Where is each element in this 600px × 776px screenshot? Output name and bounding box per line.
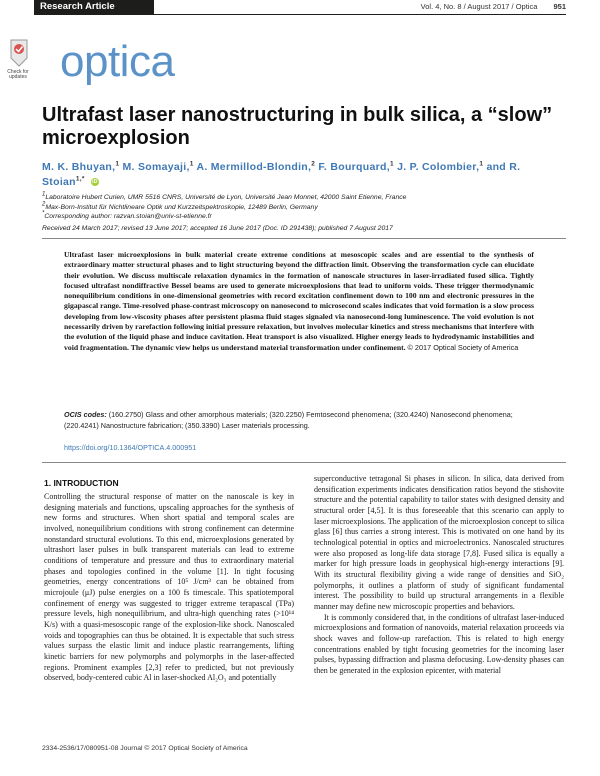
ocis-list: (160.2750) Glass and other amorphous materials; (320.2250) Femtosecond phenomena; (320.4240) Nanosecond phenomena; (220.4241) Nanostructure fabrication; (350.3390) Laser materials processing. [64,410,513,430]
section-heading: 1. INTRODUCTION [44,478,119,488]
ocis-codes [64,410,534,431]
author[interactable]: F. Bourquard,$^1$ [318,160,394,173]
paragraph: superconductive tetragonal Si phases in silicon. In silica, data derived from densification experiments indicates densification ratios beyond the stishovite structure and the potential capability to tailor states with designed density and structural order [4,5]. It is thus foreseeable that this scenario can apply to laser microexplosions. The application of the microexplosion concept to silica glass [6] thus carries a strong interest. This is motivated on one hand by its technological potential in optics and microelectronics. Nanoscaled structures were also proposed as long-life data storage [7,8]. Fused silica is equally a marker for high pressure loads in geophysical high-energy interactions [9]. With its structural flexibility giving a wide range of densities and SiO₂ polymorphs, it outlines a platform of study of significant fundamental interest. The possibility to build up structural arrangements in a flexible manner may define new microscopic properties and behaviors. [314,474,565,611]
left-column [44,492,294,684]
copyright-notice: © 2017 Optical Society of America [407,342,519,352]
doi-link[interactable]: https://doi.org/10.1364/OPTICA.4.000951 [64,443,197,452]
check-for-updates-icon[interactable] [8,36,30,70]
paragraph: Controlling the structural response of matter on the nanoscale is key in designing materials and functions, upscaling approaches for the synthesis of new forms and structures. When short spatial and temporal scales are involved, nonequilibrium conditions with strong confinement can determine nonstandard structural evolutions. To this end, microexplosions generated by ultrashort laser pulses in bulk transparent materials can lead to extreme conditions of temperature and pressure and thus to extraordinary material phases and topologies confined in the volume [1]. In tight focusing geometries, energy concentrations of 10⁵ J/cm³ can be obtained from microjoule (μJ) pulse energies on a 100 fs timescale. This spatiotemporal confinement of energy was suggested to trigger extreme terapascal (TPa) pressure levels, high nonequilibrium, and ultra-high quenching rates (>10¹⁴ K/s) with a quasi-mesoscopic range of the explosion-like shock. Nanoscaled voids and topographies can thus be obtained. It is expectable that such stress values surpass the elastic limit and induce plastic rearrangements, lifting kinetic barriers for new polymorphs and polymorphs in the laser-affected regions. Prominent examples [2,3] refer to predicted, but not previously observed, body-centered cubic Al in laser-shocked Al₂O₃ and potentially [44,492,294,683]
right-column [314,474,564,676]
journal-info [421,2,566,11]
author[interactable]: A. Mermillod-Blondin,$^2$ [196,160,316,173]
affiliation: $^1$Laboratoire Hubert Curien, UMR 5516 CNRS, Université de Lyon, Université Jean Monnet, 42000 Saint Etienne, France [42,191,407,201]
footer-citation: 2334-2536/17/080951-08 Journal © 2017 Optical Society of America [42,745,248,752]
abstract [64,250,534,353]
publication-dates: Received 24 March 2017; revised 13 June 2017; accepted 16 June 2017 (Doc. ID 291438); published 7 August 2017 [42,225,393,232]
abstract-text: Ultrafast laser microexplosions in bulk material create extreme conditions at mesoscopic scales and are essential to the synthesis of extraordinary matter structural phases and to light structuring beyond the diffraction limit. Observing the transformation cycle can elucidate their evolution. We discuss multiscale relaxation dynamics in the formation of nanoscale structures in laser-irradiated fused silica. Tightly focused ultrafast nondiffractive Bessel beams are used to generate microexplosions that lead to uniform voids. These trigger thermodynamic nonequilibrium conditions in one-dimensional geometries with record excitation confinement down to 100 nm and electronic pressures in the gigapascal range. Time-resolved phase-contrast microscopy on nanosecond to microsecond scales indicates that void formation is a slow process developing from low-viscosity phases after persistent plasma fluid stages signaled via nanosecond-long luminescence. The void evolution is not necessarily driven by rarefaction following initial pressure relaxation, but involves molecular kinetics and stress mechanisms that interfere with the evolution of the liquid phase and induce cavitation. Heat transport is also visualized. Higher energy leads to hydrodynamic instabilities and void fragmentation. The dynamic view helps us understand material transformation under confinement. [64,250,534,352]
article-title: Ultrafast laser nanostructuring in bulk silica, a “slow” microexplosion [42,104,553,149]
divider [42,462,566,463]
check-for-updates-label[interactable]: Check for updates [7,69,29,80]
header-rule [34,14,566,15]
author[interactable]: and R. Stoian$^{1,*}$ [42,161,521,188]
author[interactable]: M. Somayaji,$^1$ [122,160,194,173]
author[interactable]: M. K. Bhuyan,$^1$ [42,160,120,173]
paragraph: It is commonly considered that, in the conditions of ultrafast laser-induced microexplosions and formation of nanovoids, material relaxation proceeds via shock waves and follow-up rarefaction. This is related to high energy concentrations enabled by tight focusing geometries for the incoming laser pulses, bypassing diffraction and plasma defocusing. Low-density phases can then be generated in the explosion epicenter, with material [314,612,564,675]
affiliations [42,193,562,222]
corresponding-author: *Corresponding author: razvan.stoian@univ-st-etienne.fr [42,210,212,220]
affiliation: $^2$Max-Born-Institut für Nichtlineare Optik und Kurzzeitspektroskopie, 12489 Berlin, Germany [42,201,318,211]
journal-volume: Vol. 4, No. 8 / August 2017 / Optica [420,2,538,11]
page-number: 951 [553,2,566,11]
author[interactable]: J. P. Colombier,$^1$ [397,160,484,173]
journal-logo: optica [60,37,175,86]
divider [42,238,566,239]
page-header [0,0,600,31]
ocis-label: OCIS codes: [64,410,107,419]
author-list [42,160,562,190]
orcid-icon[interactable]: iD [92,179,98,186]
article-type-label: Research Article [34,0,154,14]
